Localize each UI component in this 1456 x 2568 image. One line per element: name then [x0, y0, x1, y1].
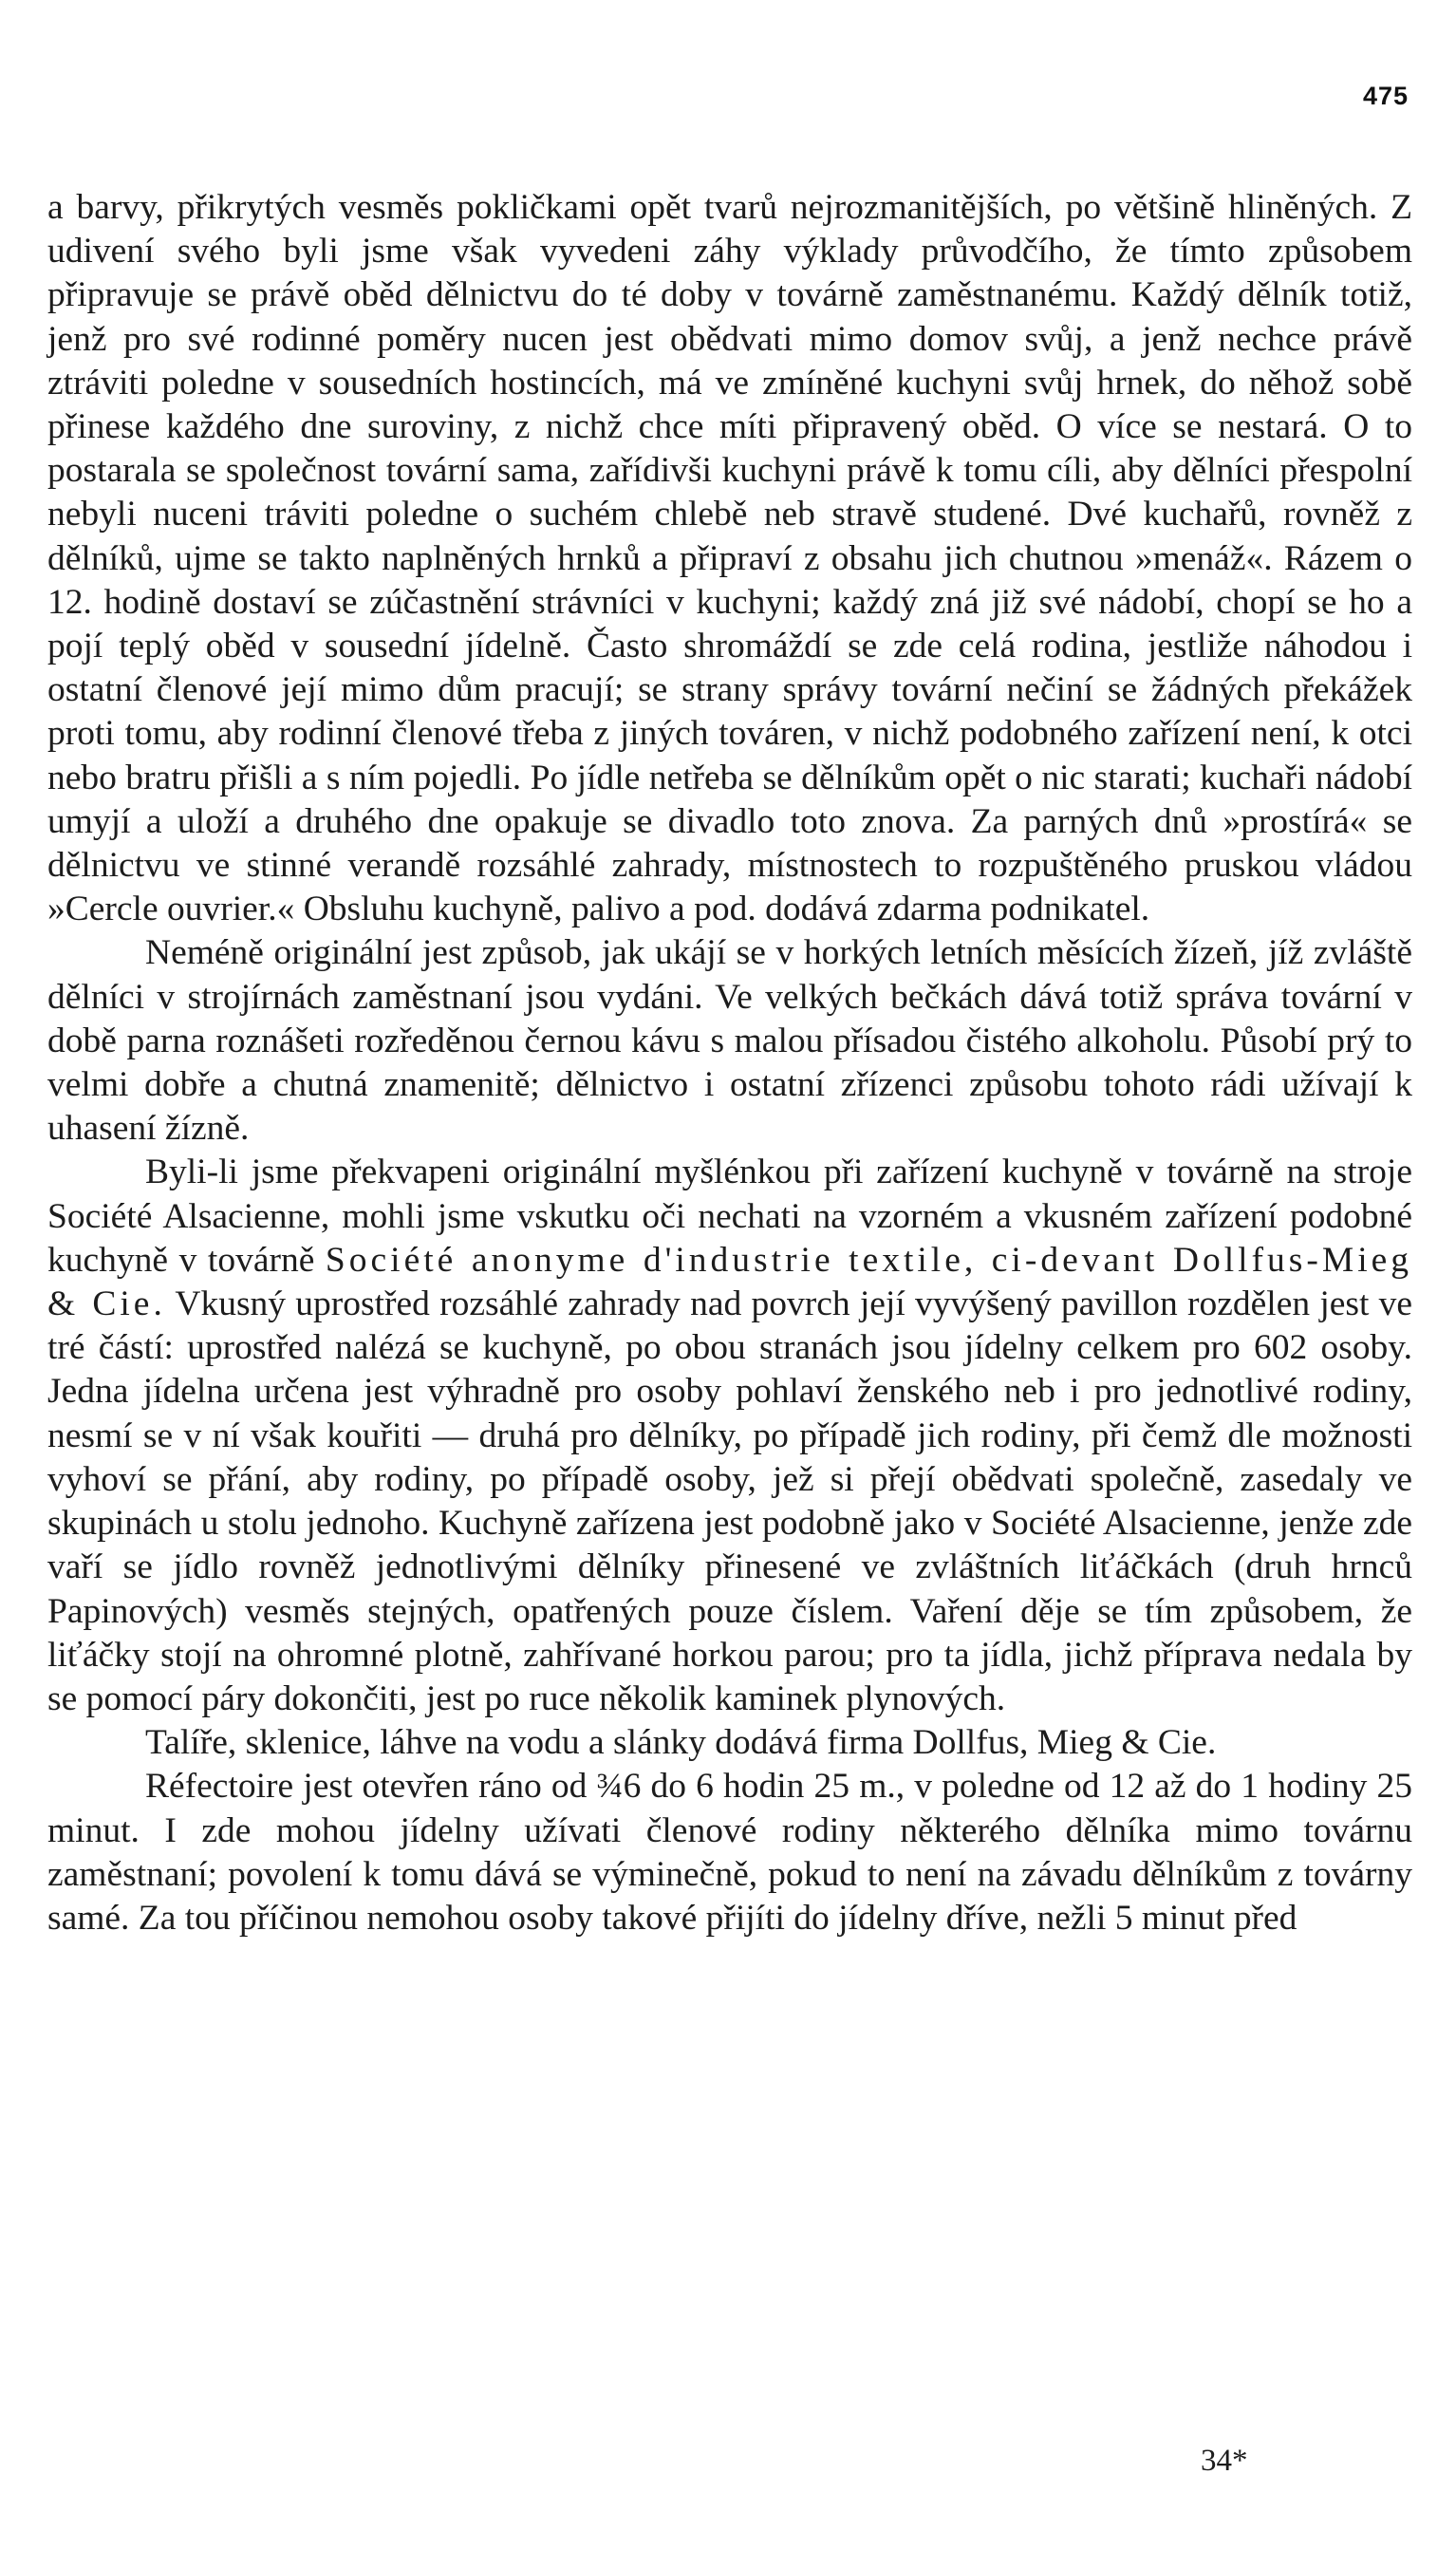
page-number: 475 — [1362, 82, 1409, 110]
body-text — [47, 186, 1412, 1940]
paragraph-1: a barvy, přikrytých vesměs pokličkami opět tvarů nejrozmanitějších, po většině hliněných. Z udivení svého byli jsme však vyvedeni záhy výklady průvodčího, že tímto způsobem připravuje se právě oběd dělnictvu do té doby v továrně zaměstnanému. Každý dělník totiž, jenž pro své rodinné poměry nucen jest obědvati mimo domov svůj, a jenž nechce právě ztráviti poledne v sousedních hostincích, má ve zmíněné kuchyni svůj hrnek, do něhož sobě přinese každého dne suroviny, z nichž chce míti připravený oběd. O více se nestará. O to postarala se společnost tovární sama, zařídivši kuchyni právě k tomu cíli, aby dělníci přespolní nebyli nuceni tráviti poledne o suchém chlebě neb stravě studené. Dvé kuchařů, rovněž z dělníků, ujme se takto naplněných hrnků a připraví z obsahu jich chutnou »menáž«. Rázem o 12. hodině dostaví se zúčastnění strávníci v kuchyni; každý zná již své nádobí, chopí se ho a pojí teplý oběd v sousední jídelně. Často shromáždí se zde celá rodina, jestliže náhodou i ostatní členové její mimo dům pracují; se strany správy tovární nečiní se žádných překážek proti tomu, aby rodinní členové třeba z jiných továren, v nichž podobného zařízení není, k otci nebo bratru přišli a s ním pojedli. Po jídle netřeba se dělníkům opět o nic starati; kuchaři nádobí umyjí a uloží a druhého dne opakuje se divadlo toto znova. Za parných dnů »prostírá« se dělnictvu ve stinné verandě rozsáhlé zahrady, místnostech to rozpuštěného pruskou vládou »Cercle ouvrier.« Obsluhu kuchyně, palivo a pod. dodává zdarma podnikatel. — [47, 188, 1412, 929]
paragraph-5: Réfectoire jest otevřen ráno od ¾6 do 6 hodin 25 m., v poledne od 12 až do 1 hodiny 25 minut. I zde mohou jídelny užívati členové rodiny některého dělníka mimo továrnu zaměstnaní; povolení k tomu dává se výminečně, pokud to není na závadu dělníkům z továrny samé. Za tou příčinou nemohou osoby takové přijíti do jídelny dříve, nežli 5 minut před — [47, 1767, 1412, 1938]
paragraph-3 — [47, 1151, 1412, 1721]
company-name-spaced: Société anonyme d'industrie textile, ci-devant Dollfus-Mieg & Cie. — [47, 1240, 1413, 1324]
paragraph-2: Neméně originální jest způsob, jak ukájí se v horkých letních měsících žízeň, jíž zvláště dělníci v strojírnách zaměstnaní jsou vydáni. Ve velkých bečkách dává totiž správa tovární v době parna roznášeti rozředěnou černou kávu s malou přísadou čistého alkoholu. Působí prý to velmi dobře a chutná znamenitě; dělnictvo i ostatní zřízenci způsobu tohoto rádi užívají k uhasení žízně. — [47, 933, 1412, 1149]
paragraph-3-text-before: Byli-li jsme překvapeni originální myšlénkou při zařízení kuchyně v továrně na stroje Société Alsacienne, mohli jsme vskutku oči nechati na vzorném a vkusném zařízení podobné kuchyně v továrně — [47, 1153, 1412, 1280]
signature-mark: 34* — [1201, 2444, 1248, 2478]
paragraph-3-text-after: Vkusný uprostřed rozsáhlé zahrady nad povrch její vyvýšený pavillon rozdělen jest ve tré částí: uprostřed nalézá se kuchyně, po obou stranách jsou jídelny celkem pro 602 osoby. Jedna jídelna určena jest výhradně pro osoby pohlaví ženského neb i pro jednotlivé rodiny, nesmí se v ní však kouřiti — druhá pro dělníky, po případě jich rodiny, při čemž dle možnosti vyhoví se přání, aby rodiny, po případě osoby, jež si přejí obědvati společně, zasedaly ve skupinách u stolu jednoho. Kuchyně zařízena jest podobně jako v Société Alsacienne, jenže zde vaří se jídlo rovněž jednotlivými dělníky přinesené ve zvláštních liťáčkách (druh hrnců Papinových) vesměs stejných, opatřených pouze číslem. Vaření děje se tím způsobem, že liťáčky stojí na ohromné plotně, zahřívané horkou parou; pro ta jídla, jichž příprava nedala by se pomocí páry dokončiti, jest po ruce několik kaminek plynových. — [47, 1284, 1413, 1718]
paragraph-4: Talíře, sklenice, láhve na vodu a slánky dodává firma Dollfus, Mieg & Cie. — [145, 1723, 1217, 1763]
